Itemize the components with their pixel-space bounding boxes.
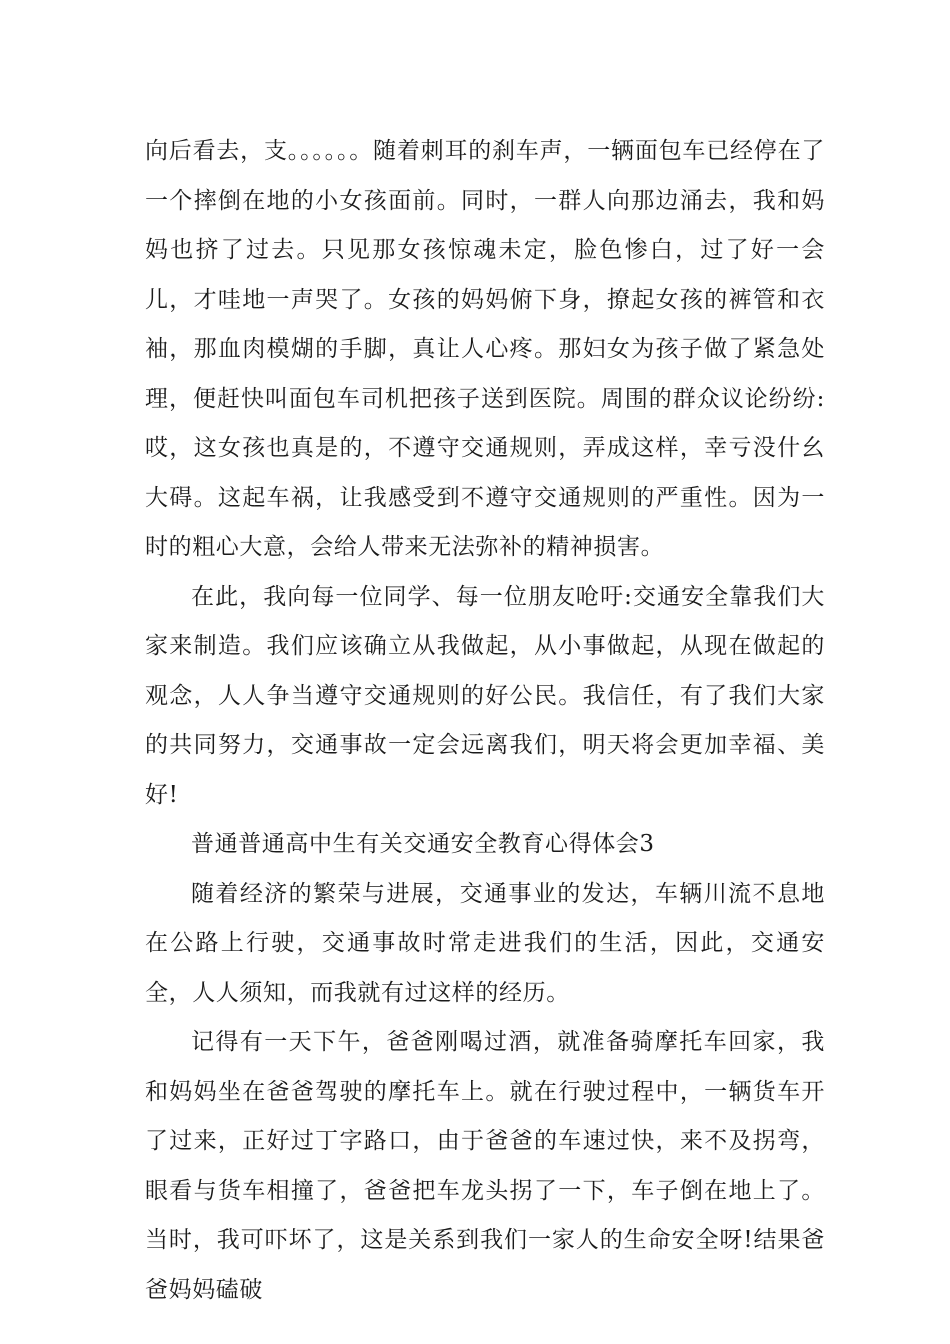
document-page: [145, 127, 825, 1315]
paragraph-appeal: 在此，我向每一位同学、每一位朋友呛吁:交通安全靠我们大家来制造。我们应该确立从我做起，从小事做起，从现在做起的观念，人人争当遵守交通规则的好公民。我信任，有了我们大家的共同努力，交通事故一定会远离我们，明天将会更加幸福、美好!: [145, 583, 825, 808]
paragraph-accident-scene: 向后看去，支。。。。。。随着刺耳的刹车声，一辆面包车已经停在了一个摔倒在地的小女孩面前。同时，一群人向那边涌去，我和妈妈也挤了过去。只见那女孩惊魂未定，脸色惨白，过了好一会儿，才哇地一声哭了。女孩的妈妈俯下身，撩起女孩的裤管和衣袖，那血肉模煳的手脚，真让人心疼。那妇女为孩子做了紧急处理，便赶快叫面包车司机把孩子送到医院。周围的群众议论纷纷:哎，这女孩也真是的，不遵守交通规则，弄成这样，幸亏没什幺大碍。这起车祸，让我感受到不遵守交通规则的严重性。因为一时的粗心大意，会给人带来无法弥补的精神损害。: [145, 138, 825, 560]
section-heading: 普通普通高中生有关交通安全教育心得体会3: [191, 831, 655, 857]
paragraph-introduction: 随着经济的繁荣与进展，交通事业的发达，车辆川流不息地在公路上行驶，交通事故时常走进我们的生活，因此，交通安全，人人须知，而我就有过这样的经历。: [145, 880, 825, 1006]
paragraph-memory: 记得有一天下午，爸爸刚喝过酒，就准备骑摩托车回家，我和妈妈坐在爸爸驾驶的摩托车上。就在行驶过程中，一辆货车开了过来，正好过丁字路口，由于爸爸的车速过快，来不及拐弯，眼看与货车相撞了，爸爸把车龙头拐了一下，车子倒在地上了。当时，我可吓坏了，这是关系到我们一家人的生命安全呀!结果爸爸妈妈磕破: [145, 1029, 825, 1303]
